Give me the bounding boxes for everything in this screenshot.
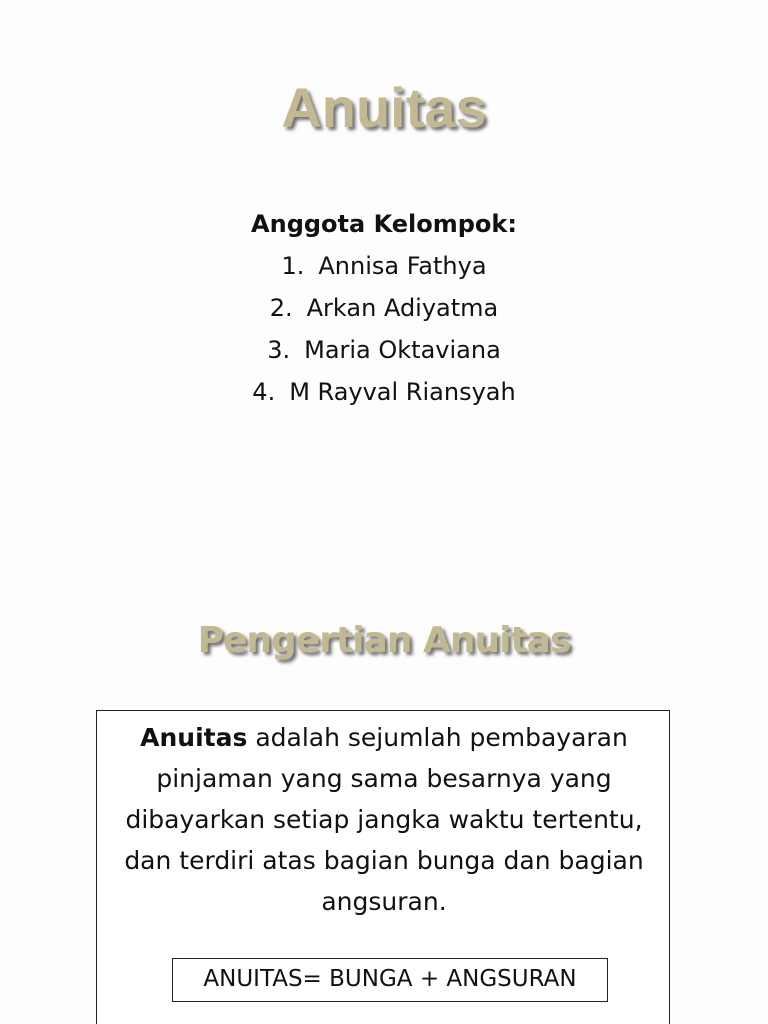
list-item bbox=[0, 329, 768, 371]
member-name: Annisa Fathya bbox=[318, 252, 487, 280]
member-name: Arkan Adiyatma bbox=[306, 294, 499, 322]
members-heading: Anggota Kelompok: bbox=[251, 210, 517, 238]
list-number: 3. bbox=[267, 336, 291, 364]
definition-text bbox=[109, 717, 659, 922]
member-name: Maria Oktaviana bbox=[304, 336, 501, 364]
member-list bbox=[0, 245, 768, 413]
list-number: 4. bbox=[252, 378, 276, 406]
list-number: 1. bbox=[281, 252, 305, 280]
list-item bbox=[0, 245, 768, 287]
definition-body: adalah sejumlah pembayaran pinjaman yang sama besarnya yang dibayarkan setiap jangka waktu tertentu, dan terdiri atas bagian bunga dan bagian angsuran. bbox=[124, 723, 644, 916]
definition-term: Anuitas bbox=[140, 723, 248, 752]
slide-title-heading: Anuitas bbox=[281, 76, 487, 139]
group-members bbox=[0, 203, 768, 413]
slide-definition bbox=[0, 560, 768, 1024]
member-name: M Rayval Riansyah bbox=[289, 378, 516, 406]
list-item bbox=[0, 371, 768, 413]
list-number: 2. bbox=[269, 294, 293, 322]
list-item bbox=[0, 287, 768, 329]
definition-box bbox=[96, 710, 670, 1024]
formula-box: ANUITAS= BUNGA + ANGSURAN bbox=[172, 958, 608, 1002]
definition-heading: Pengertian Anuitas bbox=[197, 620, 571, 661]
